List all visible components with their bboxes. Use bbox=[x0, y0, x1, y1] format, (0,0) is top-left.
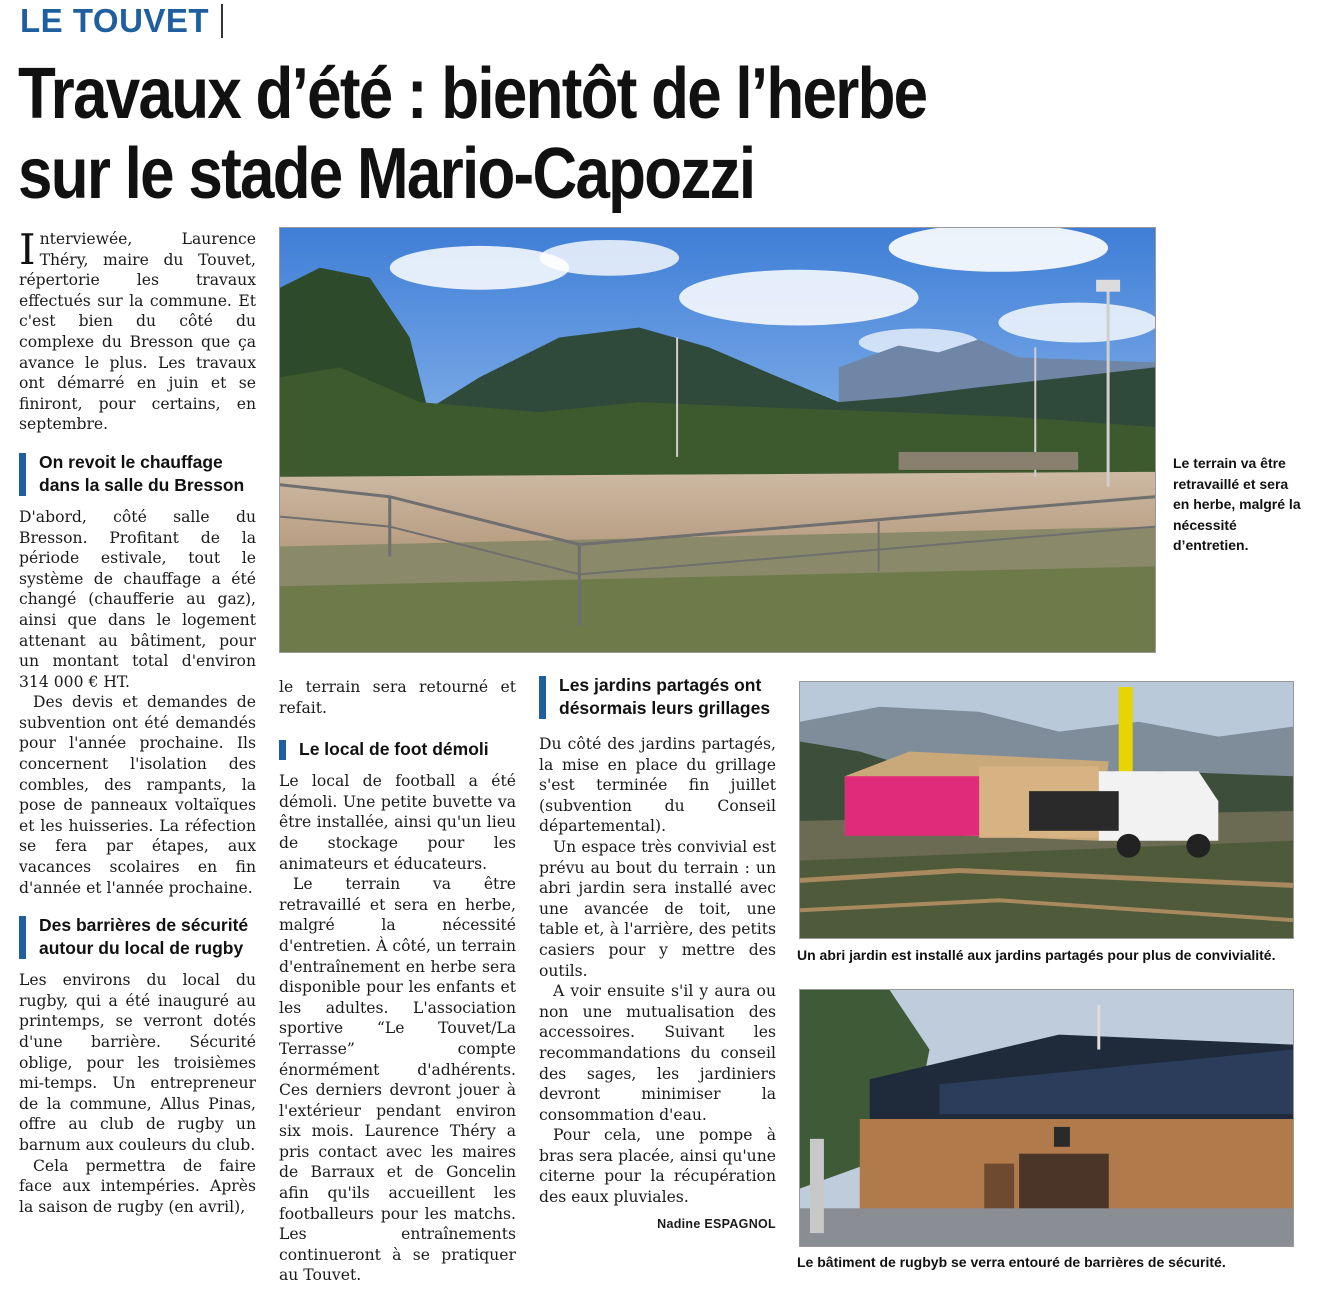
article-column-2 bbox=[279, 677, 516, 1286]
article-column-1 bbox=[19, 225, 256, 1217]
subhead-jardins: Les jardins partagés ont désormais leurs grillages bbox=[539, 674, 776, 720]
paragraph: Cela permettra de faire face aux intempéries. Après la saison de rugby (en avril), bbox=[19, 1156, 256, 1216]
article-headline bbox=[18, 54, 1050, 214]
paragraph: Des devis et demandes de subvention ont été demandés pour l'année prochaine. Ils concernent l'isolation des combles, des rampants, la pose de panneaux voltaïques et les huisseries. La réfection se fera par étapes, aux vacances scolaires en fin d'année et l'année prochaine. bbox=[19, 693, 256, 897]
subhead-chauffage: On revoit le chauffage dans la salle du Bresson bbox=[19, 451, 256, 497]
photo-caption-garden: Un abri jardin est installé aux jardins partagés pour plus de convivialité. bbox=[797, 947, 1276, 963]
rubric-label: LE TOUVET bbox=[20, 2, 210, 39]
paragraph: A voir ensuite s'il y aura ou non une mutualisation des accessoires. Suivant les recommandations du conseil des sages, les jardiniers devront minimiser la consommation d'eau. bbox=[539, 982, 776, 1124]
author-signature: Nadine ESPAGNOL bbox=[657, 1216, 776, 1231]
photo-caption-rugby: Le bâtiment de rugbyb se verra entouré de barrières de sécurité. bbox=[797, 1254, 1226, 1270]
paragraph: Pour cela, une pompe à bras sera placée, ainsi qu'une citerne pour la récupération des eaux pluviales. bbox=[539, 1126, 776, 1207]
paragraph: D'abord, côté salle du Bresson. Profitant de la période estivale, tout le système de chauffage a été changé (chaufferie au gaz), ainsi que dans le logement attenant au bâtiment, pour un montant total d'environ 314 000 € HT. bbox=[19, 507, 256, 691]
intro-text: nterviewée, Laurence Théry, maire du Touvet, répertorie les travaux effectués sur la commune. Et c'est bien du côté du complexe du Bresson que ça avance le plus. Les travaux ont démarré en juin et se finiront, pour certains, en septembre. bbox=[19, 230, 256, 434]
paragraph: Du côté des jardins partagés, la mise en place du grillage s'est terminée fin juillet (subvention du Conseil départemental). bbox=[539, 735, 776, 836]
subhead-barrieres: Des barrières de sécurité autour du local de rugby bbox=[19, 914, 256, 960]
headline-line-1: Travaux d’été : bientôt de l’herbe bbox=[18, 54, 927, 134]
paragraph: Le local de football a été démoli. Une petite buvette va être installée, ainsi qu'un lieu de stockage pour les animateurs et éducateurs. bbox=[279, 772, 516, 873]
drop-cap: I bbox=[19, 225, 36, 274]
paragraph: Un espace très convivial est prévu au bout du terrain : un abri jardin sera installé avec une avancée de toit, une table et, à l'arrière, des petits casiers pour y mettre des outils. bbox=[539, 837, 776, 980]
article-column-3 bbox=[539, 666, 776, 1234]
paragraph: Les environs du local du rugby, qui a été inauguré au printemps, se verront dotés d'une barrière. Sécurité oblige, pour les troisièmes mi-temps. Un entrepreneur de la commune, Allus Pinas, offre au club de rugby un barnum aux couleurs du club. bbox=[19, 971, 256, 1154]
garden-shelter-photo bbox=[799, 681, 1294, 939]
section-rubric bbox=[20, 2, 223, 40]
photo-caption-stadium: Le terrain va être retravaillé et sera en herbe, malgré la nécessité d’entretien. bbox=[1173, 455, 1301, 553]
subhead-local-foot: Le local de foot démoli bbox=[279, 738, 516, 761]
intro-paragraph bbox=[19, 225, 256, 435]
headline-line-2: sur le stade Mario-Capozzi bbox=[18, 134, 755, 214]
stadium-photo bbox=[279, 227, 1156, 653]
paragraph: le terrain sera retourné et refait. bbox=[279, 678, 516, 717]
rugby-building-photo bbox=[799, 989, 1294, 1247]
rubric-divider bbox=[221, 4, 223, 38]
paragraph: Le terrain va être retravaillé et sera en herbe, malgré la nécessité d'entretien. À côté, un terrain d'entraînement en herbe sera disponible pour les enfants et les adultes. L'association sportive “Le Touvet/La Terrasse” compte énormément d'adhérents. Ces derniers devront jouer à l'extérieur pendant environ six mois. Laurence Théry a pris contact avec les maires de Barraux et de Goncelin afin qu'ils accueillent les footballeurs pour les matchs. Les entraînements continueront à se pratiquer au Touvet. bbox=[279, 875, 516, 1285]
